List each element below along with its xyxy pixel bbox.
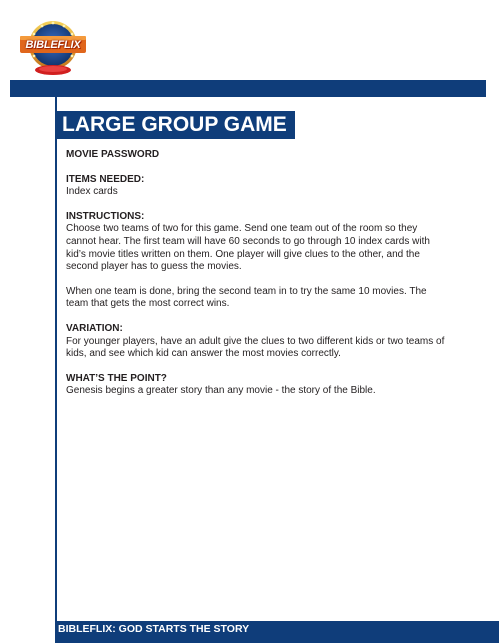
footer-text: BIBLEFLIX: GOD STARTS THE STORY xyxy=(58,623,250,635)
left-margin-rule xyxy=(55,97,57,623)
variation-heading: VARIATION: xyxy=(66,322,123,334)
variation-text: For younger players, have an adult give the clues to two different kids or two teams of kids, and see which kid can answer the most movies correctly. xyxy=(66,335,445,360)
bibleflix-logo xyxy=(18,14,88,80)
game-content xyxy=(66,149,450,398)
items-text: Index cards xyxy=(66,186,118,198)
instructions-paragraph-1: Choose two teams of two for this game. Send one team out of the room so they cannot hear. The first team will have 60 seconds to go through 10 index cards with kid’s movie titles written on them. One player will give clues to the other, and the second player has to guess the movies. xyxy=(66,223,430,273)
footer-bar xyxy=(55,621,499,643)
logo-text: BIBLEFLIX xyxy=(25,39,81,51)
point-heading: WHAT’S THE POINT? xyxy=(66,372,167,384)
page-title: LARGE GROUP GAME xyxy=(62,113,287,136)
header-bar xyxy=(10,80,486,97)
section-title-box xyxy=(55,111,295,139)
point-text: Genesis begins a greater story than any movie - the story of the Bible. xyxy=(66,385,376,397)
instructions-heading: INSTRUCTIONS: xyxy=(66,210,145,222)
items-heading: ITEMS NEEDED: xyxy=(66,173,145,185)
game-name: MOVIE PASSWORD xyxy=(66,149,160,160)
instructions-paragraph-2: When one team is done, bring the second team in to try the same 10 movies. The team that gets the most correct wins. xyxy=(66,285,427,310)
